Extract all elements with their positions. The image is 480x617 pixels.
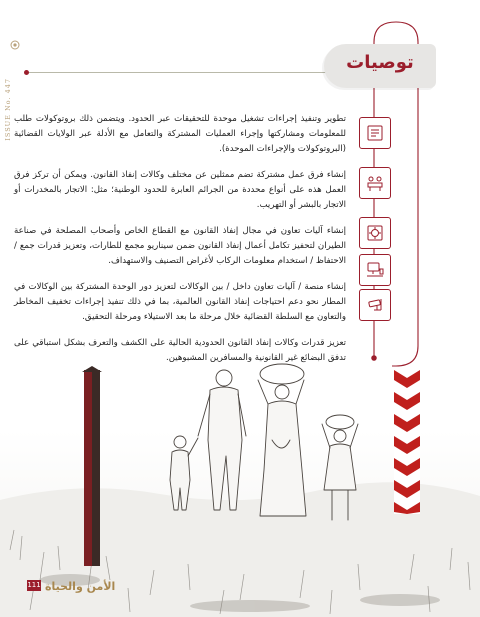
- recommendation-5: تعزيز قدرات وكالات إنفاذ القانون الحدودية الحالية على الكشف والتعرف بشكل استباقي على تدفق البضائع غير القانونية والمسافرين المشبوهين.: [14, 338, 346, 363]
- recommendation-1: تطوير وتنفيذ إجراءات تشغيل موحدة للتحقيقات عبر الحدود. ويتضمن ذلك بروتوكولات طلب للمعلومات ومشاركتها وإجراء العمليات المشتركة والتعامل مع الأدلة عبر الولايات القضائية (البروتوكولات والإجراءات الموحدة).: [14, 114, 346, 154]
- section-title: توصيات: [346, 52, 414, 73]
- header-rule: [26, 72, 342, 73]
- recommendations-list: [14, 112, 346, 377]
- border-post-left: [80, 366, 106, 566]
- section-title-tab: [324, 44, 436, 88]
- ornament-icon: [10, 40, 20, 50]
- border-post-right: [392, 366, 422, 514]
- page-number: 111: [27, 581, 41, 589]
- document-stack-icon: [359, 117, 391, 149]
- recommendation-4: إنشاء منصة / آليات تعاون داخل / بين الوكالات لتعزيز دور الوحدة المشتركة بين الوكالات في المطار نحو دعم احتياجات إنفاذ القانون العالمية، بما في ذلك تنفيذ إجراءات تخفيف المخاطر والتعاون مع السلطة القضائية خلال مرحلة ما بعد الاستيلاء ومرحلة التحقيق.: [14, 282, 346, 322]
- issue-number: ISSUE No. 447: [4, 78, 12, 141]
- shield-gear-icon: [359, 217, 391, 249]
- refugee-family-illustration: [150, 360, 380, 540]
- recommendation-2: إنشاء فرق عمل مشتركة تضم ممثلين عن مختلف وكالات إنفاذ القانون. ويمكن أن تركز فرق العمل هذه على أنواع محددة من الجرائم العابرة للحدود الوطنية؛ مثل: الاتجار بالمخدرات أو الاتجار بالبشر أو التهريب.: [14, 170, 346, 210]
- monitor-desk-icon: [359, 254, 391, 286]
- magazine-logo: الأمن والحياة: [45, 580, 116, 593]
- surveillance-camera-icon: [359, 289, 391, 321]
- header-rule-dot: [24, 70, 29, 75]
- recommendation-3: إنشاء آليات تعاون في مجال إنفاذ القانون مع القطاع الخاص وأصحاب المصلحة في صناعة الطيران لتحفيز تكامل أعمال إنفاذ القانون ضمن سيناريو مجمع للطارات، وتعزيز قدرات جمع / الاحتفاظ / استخدام معلومات الركاب لأغراض التصنيف والاستهداف.: [14, 226, 346, 266]
- team-table-icon: [359, 167, 391, 199]
